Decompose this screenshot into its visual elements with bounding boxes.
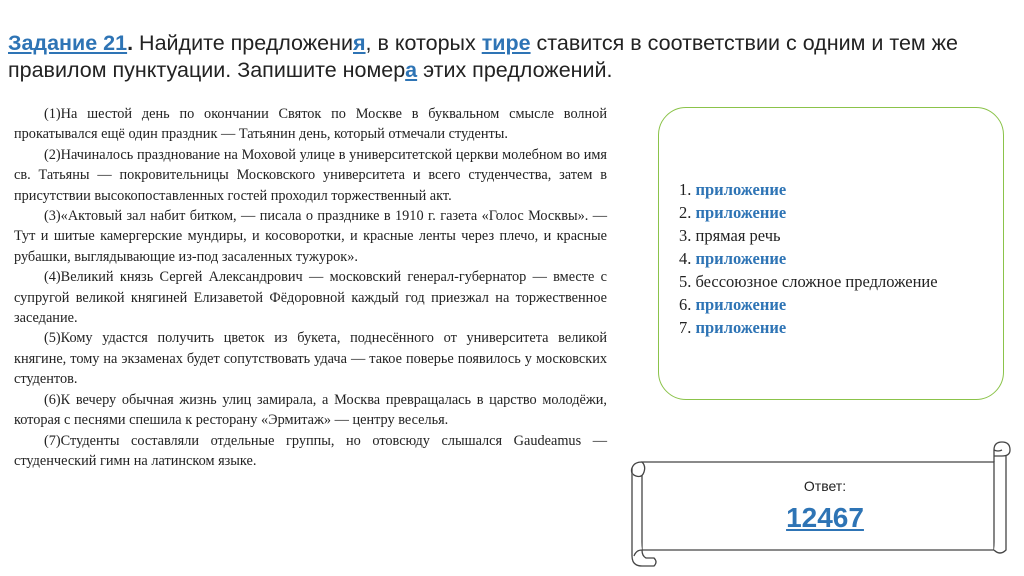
- heading-letter-ya: я: [353, 31, 366, 55]
- sentence-5: (5)Кому удастся получить цветок из букета, поднесённого от университета великой княгине, тому на экзаменах будет сопутствовать удача — такое поверье появилось у московских студентов.: [14, 330, 607, 388]
- answer-num: 1.: [679, 180, 692, 199]
- answer-num: 7.: [679, 318, 692, 337]
- answer-num: 3.: [679, 226, 692, 245]
- sentence-2: (2)Начиналось празднование на Моховой улице в университетской церкви молебном во имя св. Татьяны — покровительницы Московского университета и всего студенчества, затем в присутствии высокопоставленных гостей проходил торжественный акт.: [14, 146, 607, 204]
- answer-item-5: [679, 270, 938, 293]
- answer-label: Ответ:: [803, 478, 847, 494]
- answer-text: приложение: [695, 295, 787, 314]
- heading-text-2: , в которых: [365, 31, 482, 55]
- heading-letter-a: а: [405, 58, 418, 82]
- answer-text: приложение: [695, 203, 787, 222]
- answer-text: приложение: [695, 249, 787, 268]
- sentence-1: (1)На шестой день по окончании Святок по Москве в буквальном смысле волной прокатывался ещё один праздник — Татьянин день, который отмечали студенты.: [14, 106, 607, 143]
- answer-item-6: [679, 293, 938, 316]
- task-number-dot: .: [127, 31, 134, 55]
- answer-num: 5.: [679, 272, 692, 291]
- answer-num: 2.: [679, 203, 692, 222]
- answer-item-4: [679, 247, 938, 270]
- task-number: Задание 21: [8, 31, 128, 55]
- task-heading: [8, 30, 1018, 84]
- answer-value: 12467: [786, 502, 864, 533]
- heading-keyword: тире: [481, 31, 531, 55]
- answer-text: прямая речь: [695, 226, 781, 245]
- sentence-3: (3)«Актовый зал набит битком, — писала о празднике в 1910 г. газета «Голос Москвы». — Тут и шитые камергерские мундиры, и косоворотки, и красные ленты через плечо, и красные рубашки, выглядывающие из-под засаленных тужурок».: [14, 208, 607, 265]
- answer-item-3: [679, 224, 938, 247]
- answer-item-7: [679, 316, 938, 339]
- answer-text: бессоюзное сложное предложение: [695, 272, 938, 291]
- heading-text-1: Найдите предложени: [133, 31, 353, 55]
- answer-item-1: [679, 178, 938, 201]
- sentences-text: [14, 104, 607, 471]
- heading-text-3: ставится в соответствии с одним и тем же правилом пунктуации. Запишите номер: [8, 31, 959, 82]
- sentence-7: (7)Студенты составляли отдельные группы, но отовсюду слышался Gaudeamus — студенческий гимн на латинском языке.: [14, 432, 607, 469]
- answer-num: 6.: [679, 295, 692, 314]
- answers-list: [679, 178, 938, 339]
- answer-text: приложение: [695, 180, 787, 199]
- answer-item-2: [679, 201, 938, 224]
- answers-box: [658, 107, 1004, 400]
- heading-text-4: этих предложений.: [417, 58, 613, 82]
- sentence-6: (6)К вечеру обычная жизнь улиц замирала, а Москва превращалась в царство молодёжи, которая с песнями спешила к ресторану «Эрмитаж» — центру веселья.: [14, 391, 607, 429]
- sentence-4: (4)Великий князь Сергей Александрович — московский генерал-губернатор — вместе с супругой великой княгиней Елизаветой Фёдоровной каждый год приезжал на торжественное заседание.: [14, 269, 607, 327]
- answer-text: приложение: [695, 318, 787, 337]
- answer-num: 4.: [679, 249, 692, 268]
